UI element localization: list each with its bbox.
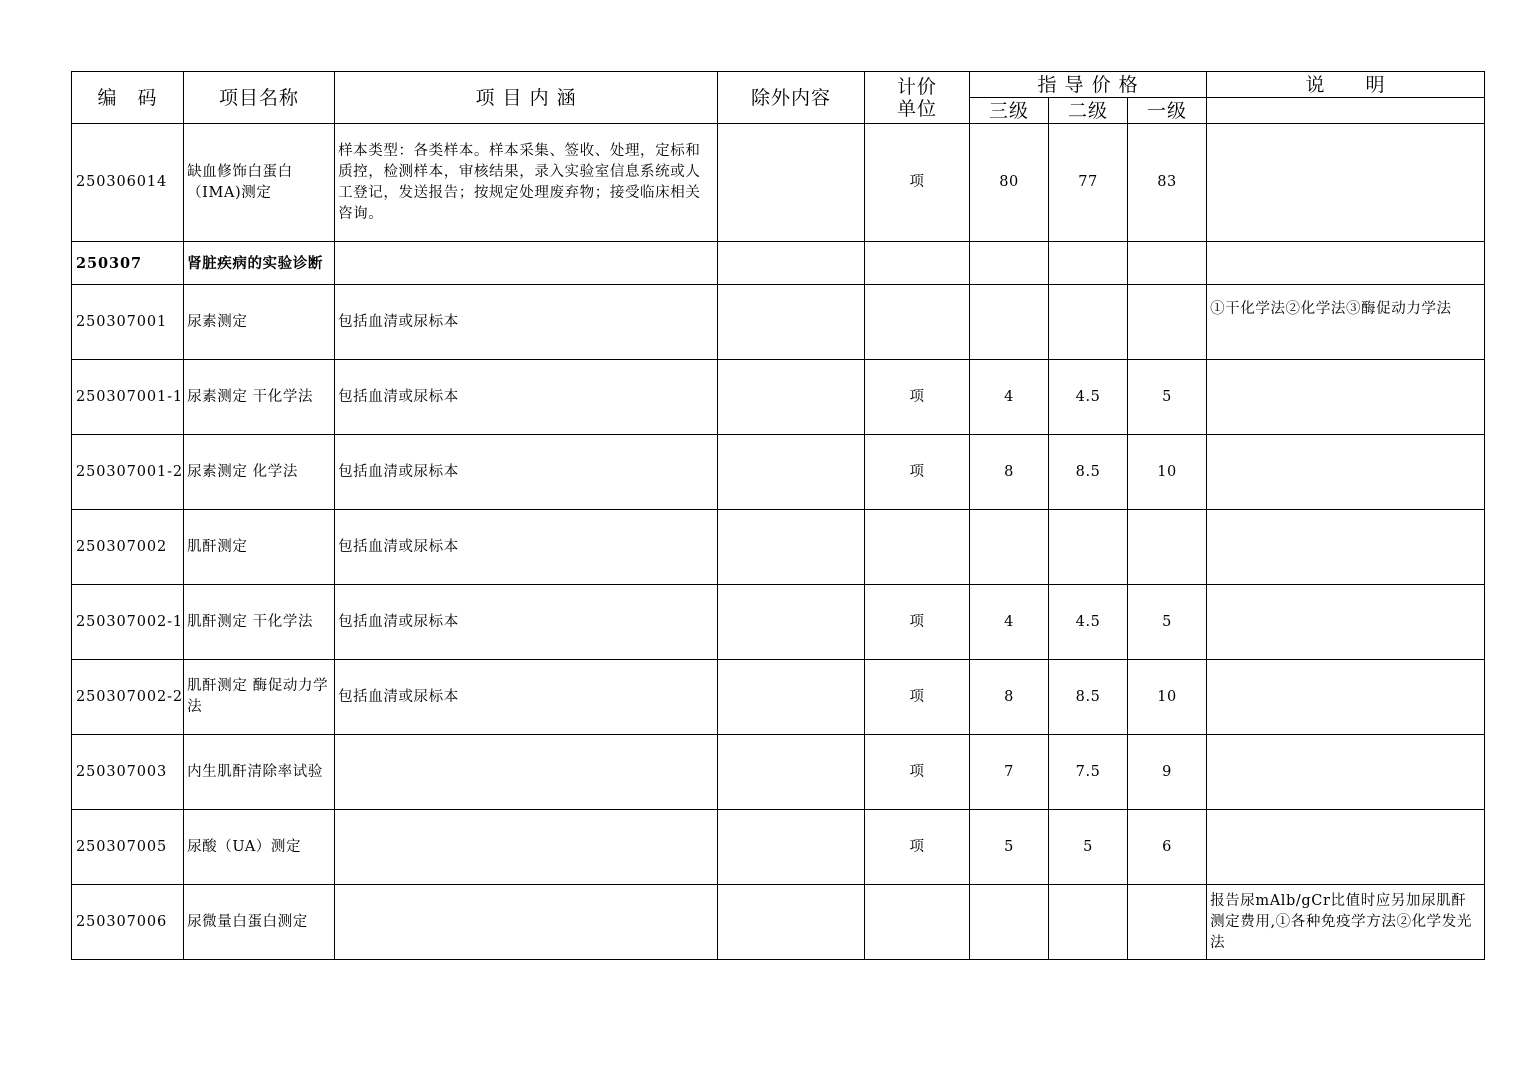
header-unit-line1: 计价 [897,75,938,98]
cell-name: 尿酸（UA）测定 [184,810,335,885]
cell-price-level3: 8 [970,435,1049,510]
header-level1: 一级 [1128,98,1207,124]
cell-exclude [718,585,865,660]
table-row [72,124,1485,242]
cell-code: 250307002-1 [72,585,184,660]
cell-content: 包括血清或尿标本 [335,360,718,435]
cell-unit [865,510,970,585]
table-row [72,810,1485,885]
cell-price-level2 [1049,885,1128,960]
cell-exclude [718,660,865,735]
table-row [72,885,1485,960]
cell-name: 肌酐测定 干化学法 [184,585,335,660]
cell-name: 肌酐测定 酶促动力学法 [184,660,335,735]
cell-unit: 项 [865,435,970,510]
cell-name: 内生肌酐清除率试验 [184,735,335,810]
header-note: 说 明 [1207,72,1485,98]
cell-code: 250307001-1 [72,360,184,435]
cell-price-level3: 7 [970,735,1049,810]
cell-price-level3: 8 [970,660,1049,735]
cell-exclude [718,242,865,285]
cell-code: 250307 [72,242,184,285]
cell-note [1207,510,1485,585]
cell-content [335,885,718,960]
cell-content: 包括血清或尿标本 [335,660,718,735]
header-level2: 二级 [1049,98,1128,124]
cell-price-level1: 5 [1128,360,1207,435]
cell-price-level3 [970,285,1049,360]
table-row [72,510,1485,585]
table-row [72,735,1485,810]
cell-exclude [718,885,865,960]
cell-code: 250307001-2 [72,435,184,510]
cell-price-level3: 4 [970,585,1049,660]
cell-code: 250307006 [72,885,184,960]
cell-content: 样本类型：各类样本。样本采集、签收、处理，定标和质控，检测样本，审核结果，录入实验室信息系统或人工登记，发送报告；按规定处理废弃物；接受临床相关咨询。 [335,124,718,242]
cell-price-level2 [1049,285,1128,360]
header-name: 项目名称 [184,72,335,124]
cell-content: 包括血清或尿标本 [335,585,718,660]
cell-code: 250307001 [72,285,184,360]
cell-note [1207,242,1485,285]
table-row [72,285,1485,360]
header-content: 项 目 内 涵 [335,72,718,124]
cell-price-level1 [1128,285,1207,360]
cell-exclude [718,285,865,360]
cell-price-level3: 4 [970,360,1049,435]
cell-exclude [718,360,865,435]
cell-name: 缺血修饰白蛋白（IMA)测定 [184,124,335,242]
cell-price-level3: 5 [970,810,1049,885]
price-table [71,71,1485,960]
cell-price-level1: 10 [1128,660,1207,735]
header-unit [865,72,970,124]
cell-code: 250307005 [72,810,184,885]
cell-unit: 项 [865,360,970,435]
cell-exclude [718,735,865,810]
cell-unit: 项 [865,124,970,242]
header-level3: 三级 [970,98,1049,124]
cell-unit [865,285,970,360]
cell-code: 250307002 [72,510,184,585]
header-price-group: 指 导 价 格 [970,72,1207,98]
cell-content: 包括血清或尿标本 [335,285,718,360]
table-row [72,585,1485,660]
cell-price-level1: 9 [1128,735,1207,810]
cell-exclude [718,810,865,885]
cell-exclude [718,435,865,510]
cell-unit [865,885,970,960]
cell-note [1207,735,1485,810]
cell-name: 肌酐测定 [184,510,335,585]
cell-exclude [718,124,865,242]
header-unit-line2: 单位 [897,97,938,120]
cell-price-level1 [1128,885,1207,960]
cell-price-level2: 4.5 [1049,360,1128,435]
cell-exclude [718,510,865,585]
cell-content: 包括血清或尿标本 [335,435,718,510]
cell-unit: 项 [865,810,970,885]
cell-price-level1 [1128,510,1207,585]
cell-price-level2: 8.5 [1049,435,1128,510]
cell-name: 尿微量白蛋白测定 [184,885,335,960]
cell-code: 250306014 [72,124,184,242]
cell-price-level2: 5 [1049,810,1128,885]
cell-note [1207,435,1485,510]
cell-note: 报告尿mAlb/gCr比值时应另加尿肌酐测定费用,①各种免疫学方法②化学发光法 [1207,885,1485,960]
cell-code: 250307002-2 [72,660,184,735]
cell-price-level1: 6 [1128,810,1207,885]
cell-name: 尿素测定 干化学法 [184,360,335,435]
cell-price-level1 [1128,242,1207,285]
table-row [72,660,1485,735]
table-row [72,360,1485,435]
cell-note [1207,660,1485,735]
cell-price-level2: 7.5 [1049,735,1128,810]
cell-price-level3 [970,510,1049,585]
cell-note [1207,585,1485,660]
cell-price-level3 [970,885,1049,960]
cell-price-level3 [970,242,1049,285]
cell-unit [865,242,970,285]
cell-code: 250307003 [72,735,184,810]
price-table-sheet [71,71,1485,960]
cell-price-level2 [1049,242,1128,285]
cell-note [1207,360,1485,435]
cell-price-level2: 4.5 [1049,585,1128,660]
cell-unit: 项 [865,585,970,660]
cell-content: 包括血清或尿标本 [335,510,718,585]
cell-unit: 项 [865,735,970,810]
cell-note [1207,124,1485,242]
cell-price-level2 [1049,510,1128,585]
cell-price-level2: 77 [1049,124,1128,242]
cell-price-level1: 10 [1128,435,1207,510]
cell-price-level2: 8.5 [1049,660,1128,735]
cell-note: ①干化学法②化学法③酶促动力学法 [1207,285,1485,360]
cell-content [335,735,718,810]
cell-content [335,242,718,285]
cell-price-level1: 83 [1128,124,1207,242]
header-code: 编 码 [72,72,184,124]
table-row-section [72,242,1485,285]
cell-unit: 项 [865,660,970,735]
table-row [72,435,1485,510]
header-exclude: 除外内容 [718,72,865,124]
cell-note [1207,810,1485,885]
cell-price-level3: 80 [970,124,1049,242]
cell-name: 肾脏疾病的实验诊断 [184,242,335,285]
header-note-sub [1207,98,1485,124]
cell-name: 尿素测定 化学法 [184,435,335,510]
cell-price-level1: 5 [1128,585,1207,660]
cell-content [335,810,718,885]
cell-name: 尿素测定 [184,285,335,360]
